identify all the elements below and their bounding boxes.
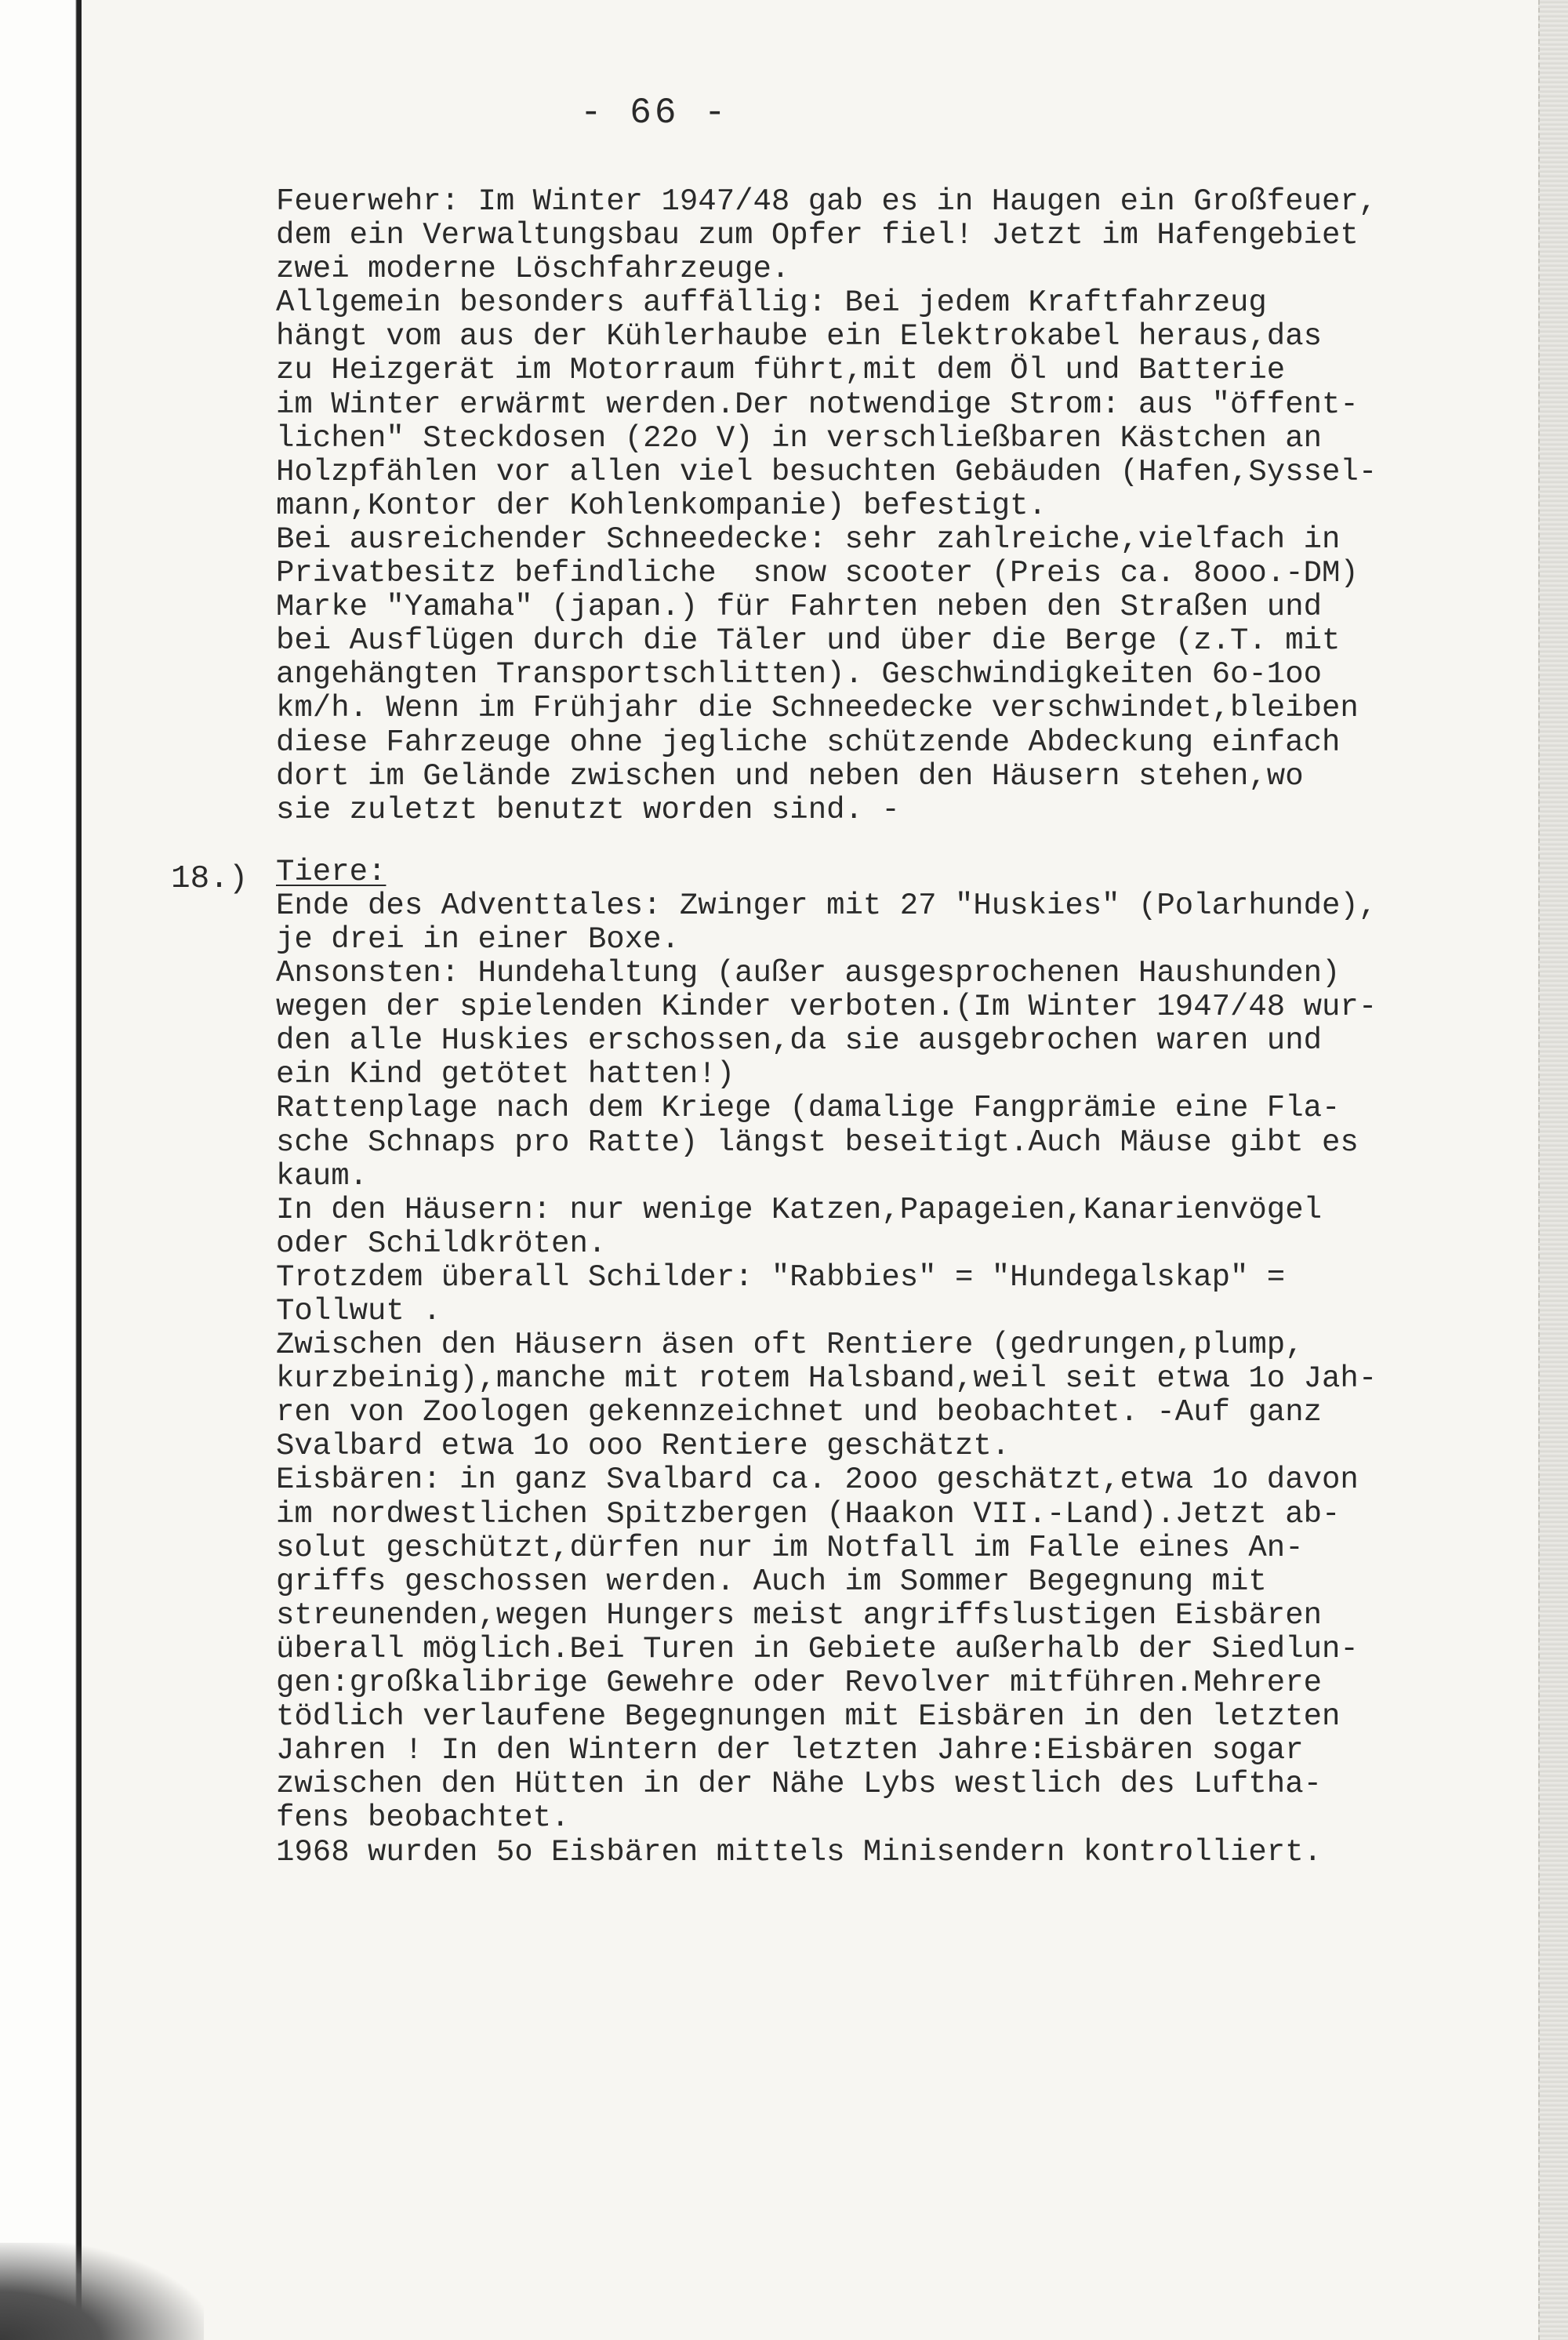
text-line: Ende des Adventtales: Zwinger mit 27 "Huskies" (Polarhunde),: [276, 888, 1377, 923]
text-line: fens beobachtet.: [276, 1800, 570, 1836]
text-line: Bei ausreichender Schneedecke: sehr zahlreiche,vielfach in: [276, 521, 1341, 557]
text-line: 1968 wurden 5o Eisbären mittels Minisendern kontrolliert.: [276, 1834, 1323, 1869]
text-line: Zwischen den Häusern äsen oft Rentiere (gedrungen,plump,: [276, 1328, 1304, 1363]
text-line: angehängten Transportschlitten). Geschwindigkeiten 6o-1oo: [276, 657, 1323, 692]
text-line: Privatbesitz befindliche snow scooter (Preis ca. 8ooo.-DM): [276, 556, 1359, 591]
text-line: Holzpfählen vor allen viel besuchten Gebäuden (Hafen,Syssel-: [276, 454, 1377, 489]
text-line: griffs geschossen werden. Auch im Sommer Begegnung mit: [276, 1564, 1267, 1599]
text-line: zu Heizgerät im Motorraum führt,mit dem Öl und Batterie: [276, 353, 1286, 388]
page-right-edge: [1538, 0, 1568, 2340]
text-line: Trotzdem überall Schilder: "Rabbies" = "Hundegalskap" =: [276, 1259, 1286, 1295]
page-curl-shadow: [0, 2243, 204, 2340]
text-line: wegen der spielenden Kinder verboten.(Im Winter 1947/48 wur-: [276, 990, 1377, 1025]
section-heading-tiere: Tiere:: [276, 854, 387, 889]
text-line: Tollwut .: [276, 1294, 441, 1328]
text-line: Ansonsten: Hundehaltung (außer ausgesprochenen Haushunden): [276, 956, 1341, 991]
text-line: je drei in einer Boxe.: [276, 921, 680, 957]
text-line: Marke "Yamaha" (japan.) für Fahrten neben den Straßen und: [276, 590, 1323, 625]
section-number-18: 18.): [171, 861, 249, 897]
text-line: sche Schnaps pro Ratte) längst beseitigt.Auch Mäuse gibt es: [276, 1125, 1359, 1160]
text-line: gen:großkalibrige Gewehre oder Revolver mitführen.Mehrere: [276, 1666, 1323, 1701]
text-line: ren von Zoologen gekennzeichnet und beobachtet. -Auf ganz: [276, 1395, 1323, 1430]
paragraph-block-2: [276, 856, 1530, 1869]
text-line: kurzbeinig),manche mit rotem Halsband,weil seit etwa 1o Jah-: [276, 1361, 1377, 1397]
text-line: kaum.: [276, 1158, 368, 1194]
text-line: tödlich verlaufene Begegnungen mit Eisbären in den letzten: [276, 1699, 1341, 1735]
text-line: solut geschützt,dürfen nur im Notfall im Falle eines An-: [276, 1530, 1304, 1565]
text-line: den alle Huskies erschossen,da sie ausgebrochen waren und: [276, 1023, 1323, 1059]
text-line: Jahren ! In den Wintern der letzten Jahre:Eisbären sogar: [276, 1733, 1304, 1768]
text-line: dem ein Verwaltungsbau zum Opfer fiel! Jetzt im Hafengebiet: [276, 218, 1359, 253]
text-line: bei Ausflügen durch die Täler und über die Berge (z.T. mit: [276, 623, 1341, 659]
text-line: überall möglich.Bei Turen in Gebiete außerhalb der Siedlun-: [276, 1631, 1359, 1666]
text-line: km/h. Wenn im Frühjahr die Schneedecke verschwindet,bleiben: [276, 691, 1359, 726]
text-line: lichen" Steckdosen (22o V) in verschließbaren Kästchen an: [276, 420, 1323, 456]
text-line: zwei moderne Löschfahrzeuge.: [276, 252, 790, 287]
page-number: - 66 -: [580, 93, 729, 133]
text-line: Allgemein besonders auffällig: Bei jedem Kraftfahrzeug: [276, 285, 1267, 321]
text-line: In den Häusern: nur wenige Katzen,Papageien,Kanarienvögel: [276, 1192, 1323, 1227]
text-line: hängt vom aus der Kühlerhaube ein Elektrokabel heraus,das: [276, 319, 1323, 354]
text-line: Eisbären: in ganz Svalbard ca. 2ooo geschätzt,etwa 1o davon: [276, 1462, 1359, 1498]
text-line: oder Schildkröten.: [276, 1226, 607, 1261]
text-line: Svalbard etwa 1o ooo Rentiere geschätzt.: [276, 1429, 1011, 1464]
paragraph-block-1: [276, 185, 1530, 827]
binding-edge: [0, 0, 82, 2340]
text-line: Feuerwehr: Im Winter 1947/48 gab es in Haugen ein Großfeuer,: [276, 184, 1377, 219]
text-line: Rattenplage nach dem Kriege (damalige Fangprämie eine Fla-: [276, 1091, 1341, 1126]
text-line: sie zuletzt benutzt worden sind. -: [276, 792, 900, 827]
text-line: diese Fahrzeuge ohne jegliche schützende Abdeckung einfach: [276, 725, 1341, 760]
text-line: im Winter erwärmt werden.Der notwendige Strom: aus "öffent-: [276, 387, 1359, 422]
text-line: ein Kind getötet hatten!): [276, 1057, 735, 1092]
body-text: [276, 185, 1530, 1869]
text-line: dort im Gelände zwischen und neben den Häusern stehen,wo: [276, 758, 1304, 794]
text-line: zwischen den Hütten in der Nähe Lybs westlich des Luftha-: [276, 1767, 1323, 1802]
text-line: mann,Kontor der Kohlenkompanie) befestigt.: [276, 488, 1047, 523]
text-line: im nordwestlichen Spitzbergen (Haakon VII.-Land).Jetzt ab-: [276, 1496, 1341, 1532]
text-line: streunenden,wegen Hungers meist angriffslustigen Eisbären: [276, 1597, 1323, 1633]
